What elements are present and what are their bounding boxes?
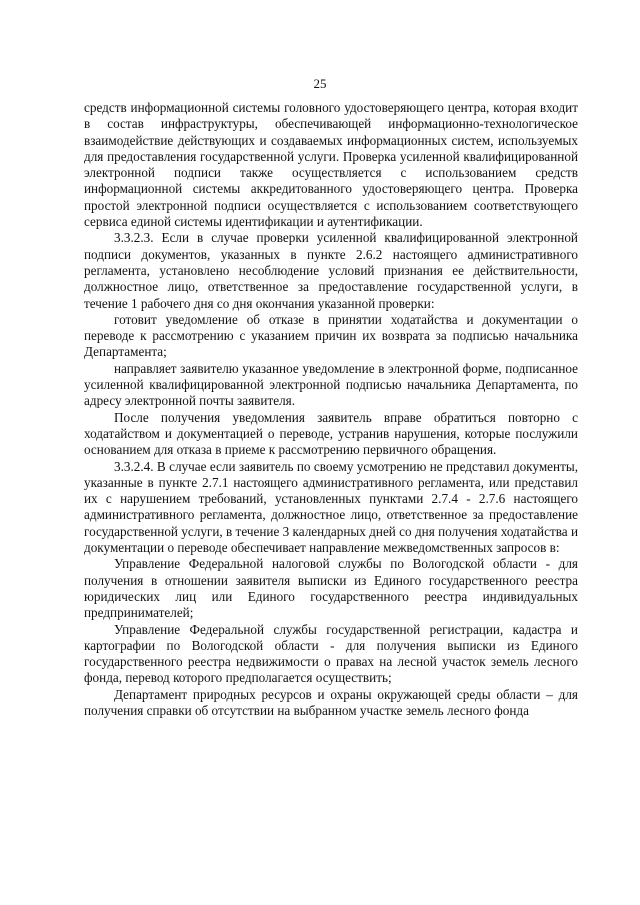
paragraph-sends-notice: направляет заявителю указанное уведомление в электронной форме, подписанное усиленной квалифицированной электронной подписью начальника Департамента, по адресу электронной почты заявителя. <box>84 360 578 409</box>
page-number: 25 <box>313 76 327 91</box>
document-body <box>84 100 578 719</box>
paragraph-prepares-notice: готовит уведомление об отказе в принятии ходатайства и документации о переводе к рассмотрению с указанием причин их возврата за подписью начальника Департамента; <box>84 311 578 360</box>
paragraph-registration-service: Управление Федеральной службы государственной регистрации, кадастра и картографии по Вологодской области - для получения выписки из Единого государственного реестра недвижимости о правах на лесной участок земель лесного фонда, перевод которого предполагается осуществить; <box>84 621 578 686</box>
paragraph-continuation: средств информационной системы головного удостоверяющего центра, которая входит в состав инфраструктуры, обеспечивающей информационно-технологическое взаимодействие действующих и создаваемых информационных систем, используемых для предоставления государственной услуги. Проверка усиленной квалифицированной электронной подписи также осуществляется с использованием средств информационной системы аккредитованного удостоверяющего центра. Проверка простой электронной подписи осуществляется с использованием соответствующего сервиса единой системы идентификации и аутентификации. <box>84 100 578 230</box>
paragraph-3-3-2-3: 3.3.2.3. Если в случае проверки усиленной квалифицированной электронной подписи документов, указанных в пункте 2.6.2 настоящего административного регламента, установлено несоблюдение условий признания ее действительности, должностное лицо, ответственное за предоставление государственной услуги, в течение 1 рабочего дня со дня окончания указанной проверки: <box>84 230 578 311</box>
paragraph-tax-service: Управление Федеральной налоговой службы по Вологодской области - для получения в отношении заявителя выписки из Единого государственного реестра юридических лиц или Единого государственного реестра индивидуальных предпринимателей; <box>84 556 578 621</box>
paragraph-after-notice: После получения уведомления заявитель вправе обратиться повторно с ходатайством и документацией о переводе, устранив нарушения, которые послужили основанием для отказа в приеме к рассмотрению первичного обращения. <box>84 409 578 458</box>
paragraph-3-3-2-4: 3.3.2.4. В случае если заявитель по своему усмотрению не представил документы, указанные в пункте 2.7.1 настоящего административного регламента, или представил их с нарушением требований, установленных пунктами 2.7.4 - 2.7.6 настоящего административного регламента, должностное лицо, ответственное за предоставление государственной услуги, в течение 3 календарных дней со дня получения ходатайства и документации о переводе обеспечивает направление межведомственных запросов в: <box>84 458 578 556</box>
paragraph-natural-resources-department: Департамент природных ресурсов и охраны окружающей среды области – для получения справки об отсутствии на выбранном участке земель лесного фонда <box>84 686 578 718</box>
